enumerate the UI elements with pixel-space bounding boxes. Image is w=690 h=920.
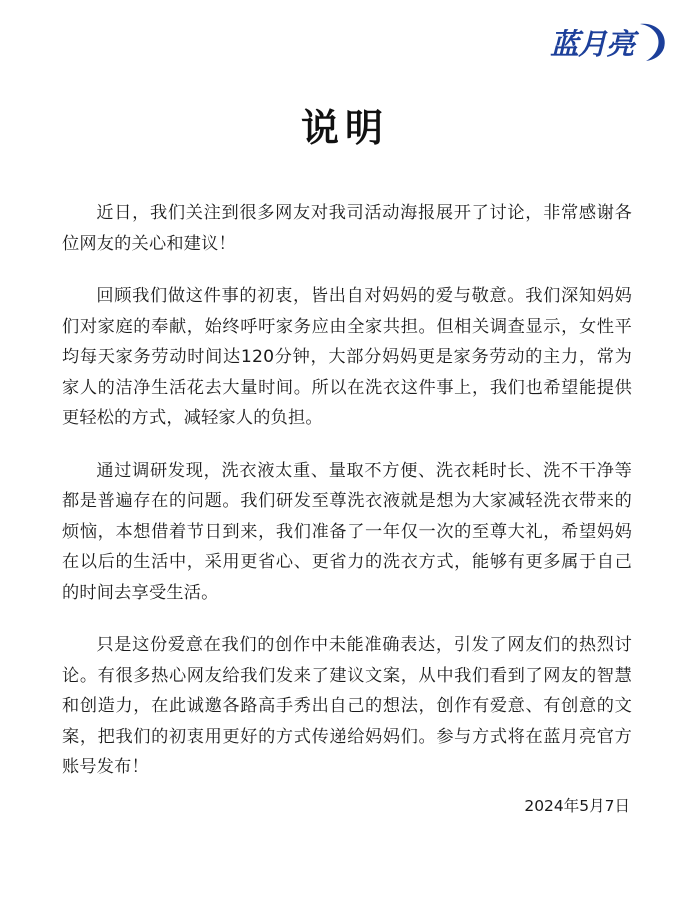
paragraph-3: 通过调研发现，洗衣液太重、量取不方便、洗衣耗时长、洗不干净等都是普遍存在的问题。我们研发至尊洗衣液就是想为大家减轻洗衣带来的烦恼，本想借着节日到来，我们准备了一年仅一次的至尊大礼，希望妈妈在以后的生活中，采用更省心、更省力的洗衣方式，能够有更多属于自己的时间去享受生活。: [62, 460, 632, 603]
brand-logo-text: 蓝月亮: [550, 27, 635, 61]
paragraph-4: 只是这份爱意在我们的创作中未能准确表达，引发了网友们的热烈讨论。有很多热心网友给我们发来了建议文案，从中我们看到了网友的智慧和创造力，在此诚邀各路高手秀出自己的想法，创作有爱意、有创意的文案，把我们的初衷用更好的方式传递给妈妈们。参与方式将在蓝月亮官方账号发布！: [62, 635, 632, 777]
moon-swoosh-icon: [630, 20, 668, 64]
statement-date: 2024年5月7日: [524, 797, 630, 815]
brand-logo: [550, 20, 668, 64]
page-title: 说明: [300, 106, 389, 150]
paragraph-1: 近日，我们关注到很多网友对我司活动海报展开了讨论，非常感谢各位网友的关心和建议！: [62, 203, 632, 254]
paragraph-2: 回顾我们做这件事的初衷，皆出自对妈妈的爱与敬意。我们深知妈妈们对家庭的奉献，始终呼吁家务应由全家共担。但相关调查显示，女性平均每天家务劳动时间达120分钟，大部分妈妈更是家务劳动的主力，常为家人的洁净生活花去大量时间。所以在洗衣这件事上，我们也希望能提供更轻松的方式，减轻家人的负担。: [62, 286, 632, 428]
statement-body: [62, 198, 632, 805]
